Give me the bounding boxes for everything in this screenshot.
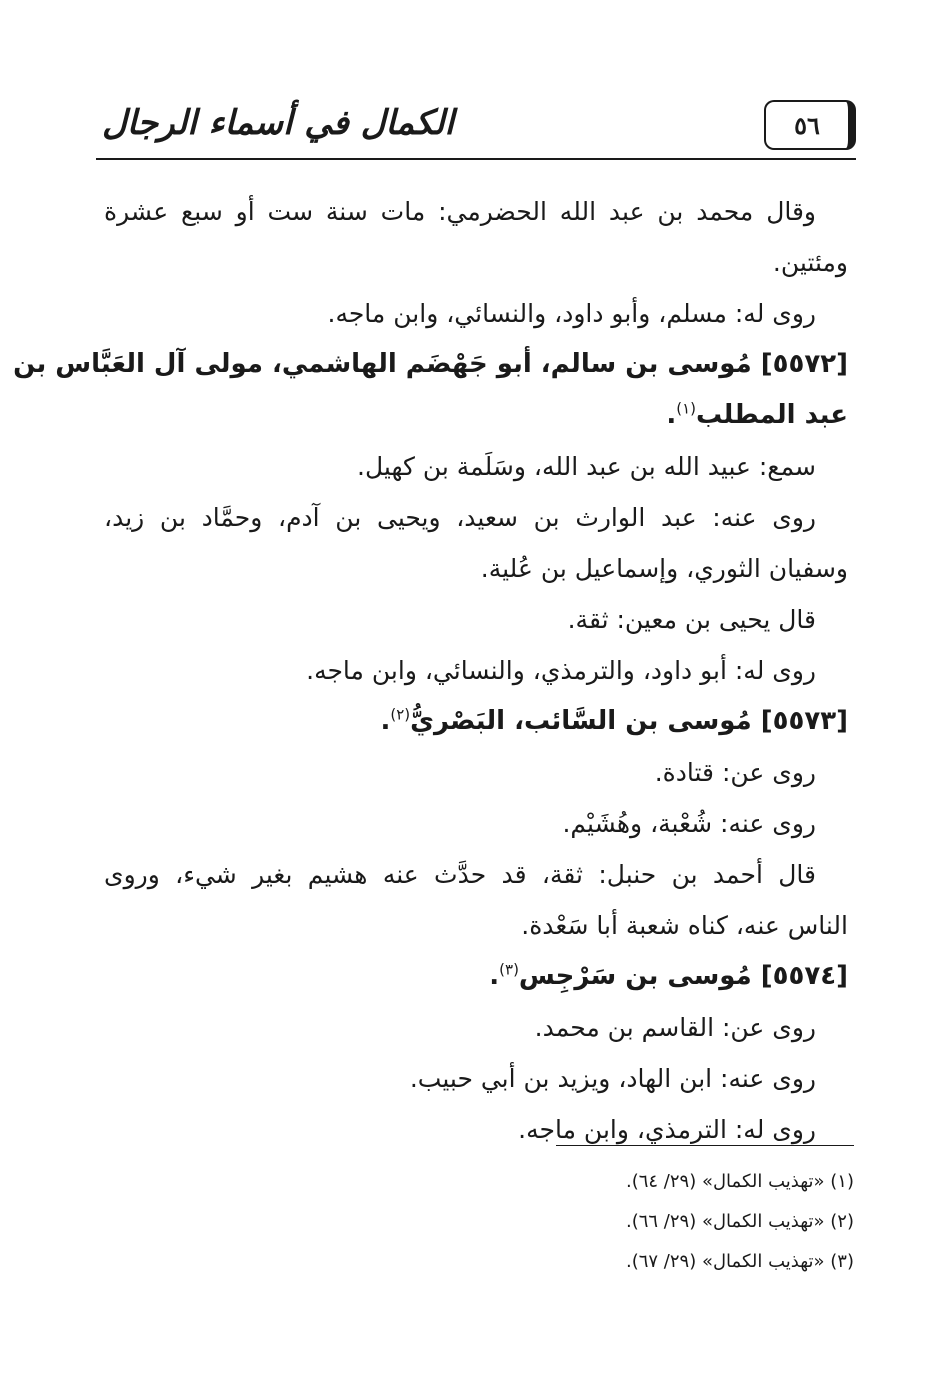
entry-heading-text: [٥٥٧٣] مُوسى بن السَّائب، البَصْريُّ (410, 706, 848, 736)
text-line: روى عنه: ابن الهاد، ويزيد بن أبي حبيب. (409, 1064, 816, 1093)
text-line: روى عنه: شُعْبة، وهُشَيْم. (562, 809, 816, 838)
footnote-marker: (٣) (499, 960, 519, 979)
footnote-marker: (١) (676, 399, 696, 418)
header-rule (96, 158, 856, 160)
entry-heading-5572-cont (104, 390, 848, 441)
main-text (13, 186, 848, 1155)
text-line: روى عن: القاسم بن محمد. (534, 1013, 816, 1042)
footnote-3: (٣) «تهذيب الكمال» (٢٩/ ٦٧). (625, 1251, 854, 1272)
text-line: قال أحمد بن حنبل: ثقة، قد حدَّث عنه هشيم بغير شيء، وروى (104, 860, 816, 889)
text-line: قال يحيى بن معين: ثقة. (567, 605, 816, 634)
text-line: وقال محمد بن عبد الله الحضرمي: مات سنة ست أو سبع عشرة (104, 197, 816, 226)
text-line: روى له: أبو داود، والترمذي، والنسائي، وابن ماجه. (306, 656, 816, 685)
running-book-title: الكمال في أسماء الرجال (102, 103, 454, 143)
page-number: ٥٦ (764, 100, 856, 150)
page-header (96, 92, 856, 160)
text-line: روى له: مسلم، وأبو داود، والنسائي، وابن ماجه. (327, 299, 816, 328)
text-line: سمع: عبيد الله بن عبد الله، وسَلَمة بن كهيل. (357, 452, 816, 481)
period: . (380, 706, 391, 736)
footnote-1: (١) «تهذيب الكمال» (٢٩/ ٦٤). (625, 1171, 854, 1192)
period: . (666, 400, 677, 430)
text-line: روى عن: قتادة. (654, 758, 816, 787)
period: . (489, 961, 500, 991)
entry-heading-5573 (104, 696, 848, 747)
entry-heading-text: عبد المطلب (695, 400, 848, 430)
footnote-separator (556, 1145, 854, 1146)
footnote-2: (٢) «تهذيب الكمال» (٢٩/ ٦٦). (625, 1211, 854, 1232)
entry-heading-5572: [٥٥٧٢] مُوسى بن سالم، أبو جَهْضَم الهاشمي، مولى آل العَبَّاس بن (13, 349, 848, 379)
entry-heading-5574 (104, 951, 848, 1002)
text-line: روى عنه: عبد الوارث بن سعيد، ويحيى بن آدم، وحمَّاد بن زيد، (104, 503, 816, 532)
text-line: الناس عنه، كناه شعبة أبا سَعْدة. (521, 911, 848, 940)
entry-heading-text: [٥٥٧٤] مُوسى بن سَرْجِس (518, 961, 848, 991)
text-line: روى له: الترمذي، وابن ماجه. (518, 1115, 816, 1144)
text-line: ومئتين. (772, 248, 848, 277)
text-line: وسفيان الثوري، وإسماعيل بن عُلية. (480, 554, 848, 583)
footnotes (454, 1162, 854, 1282)
footnote-marker: (٢) (390, 705, 411, 724)
